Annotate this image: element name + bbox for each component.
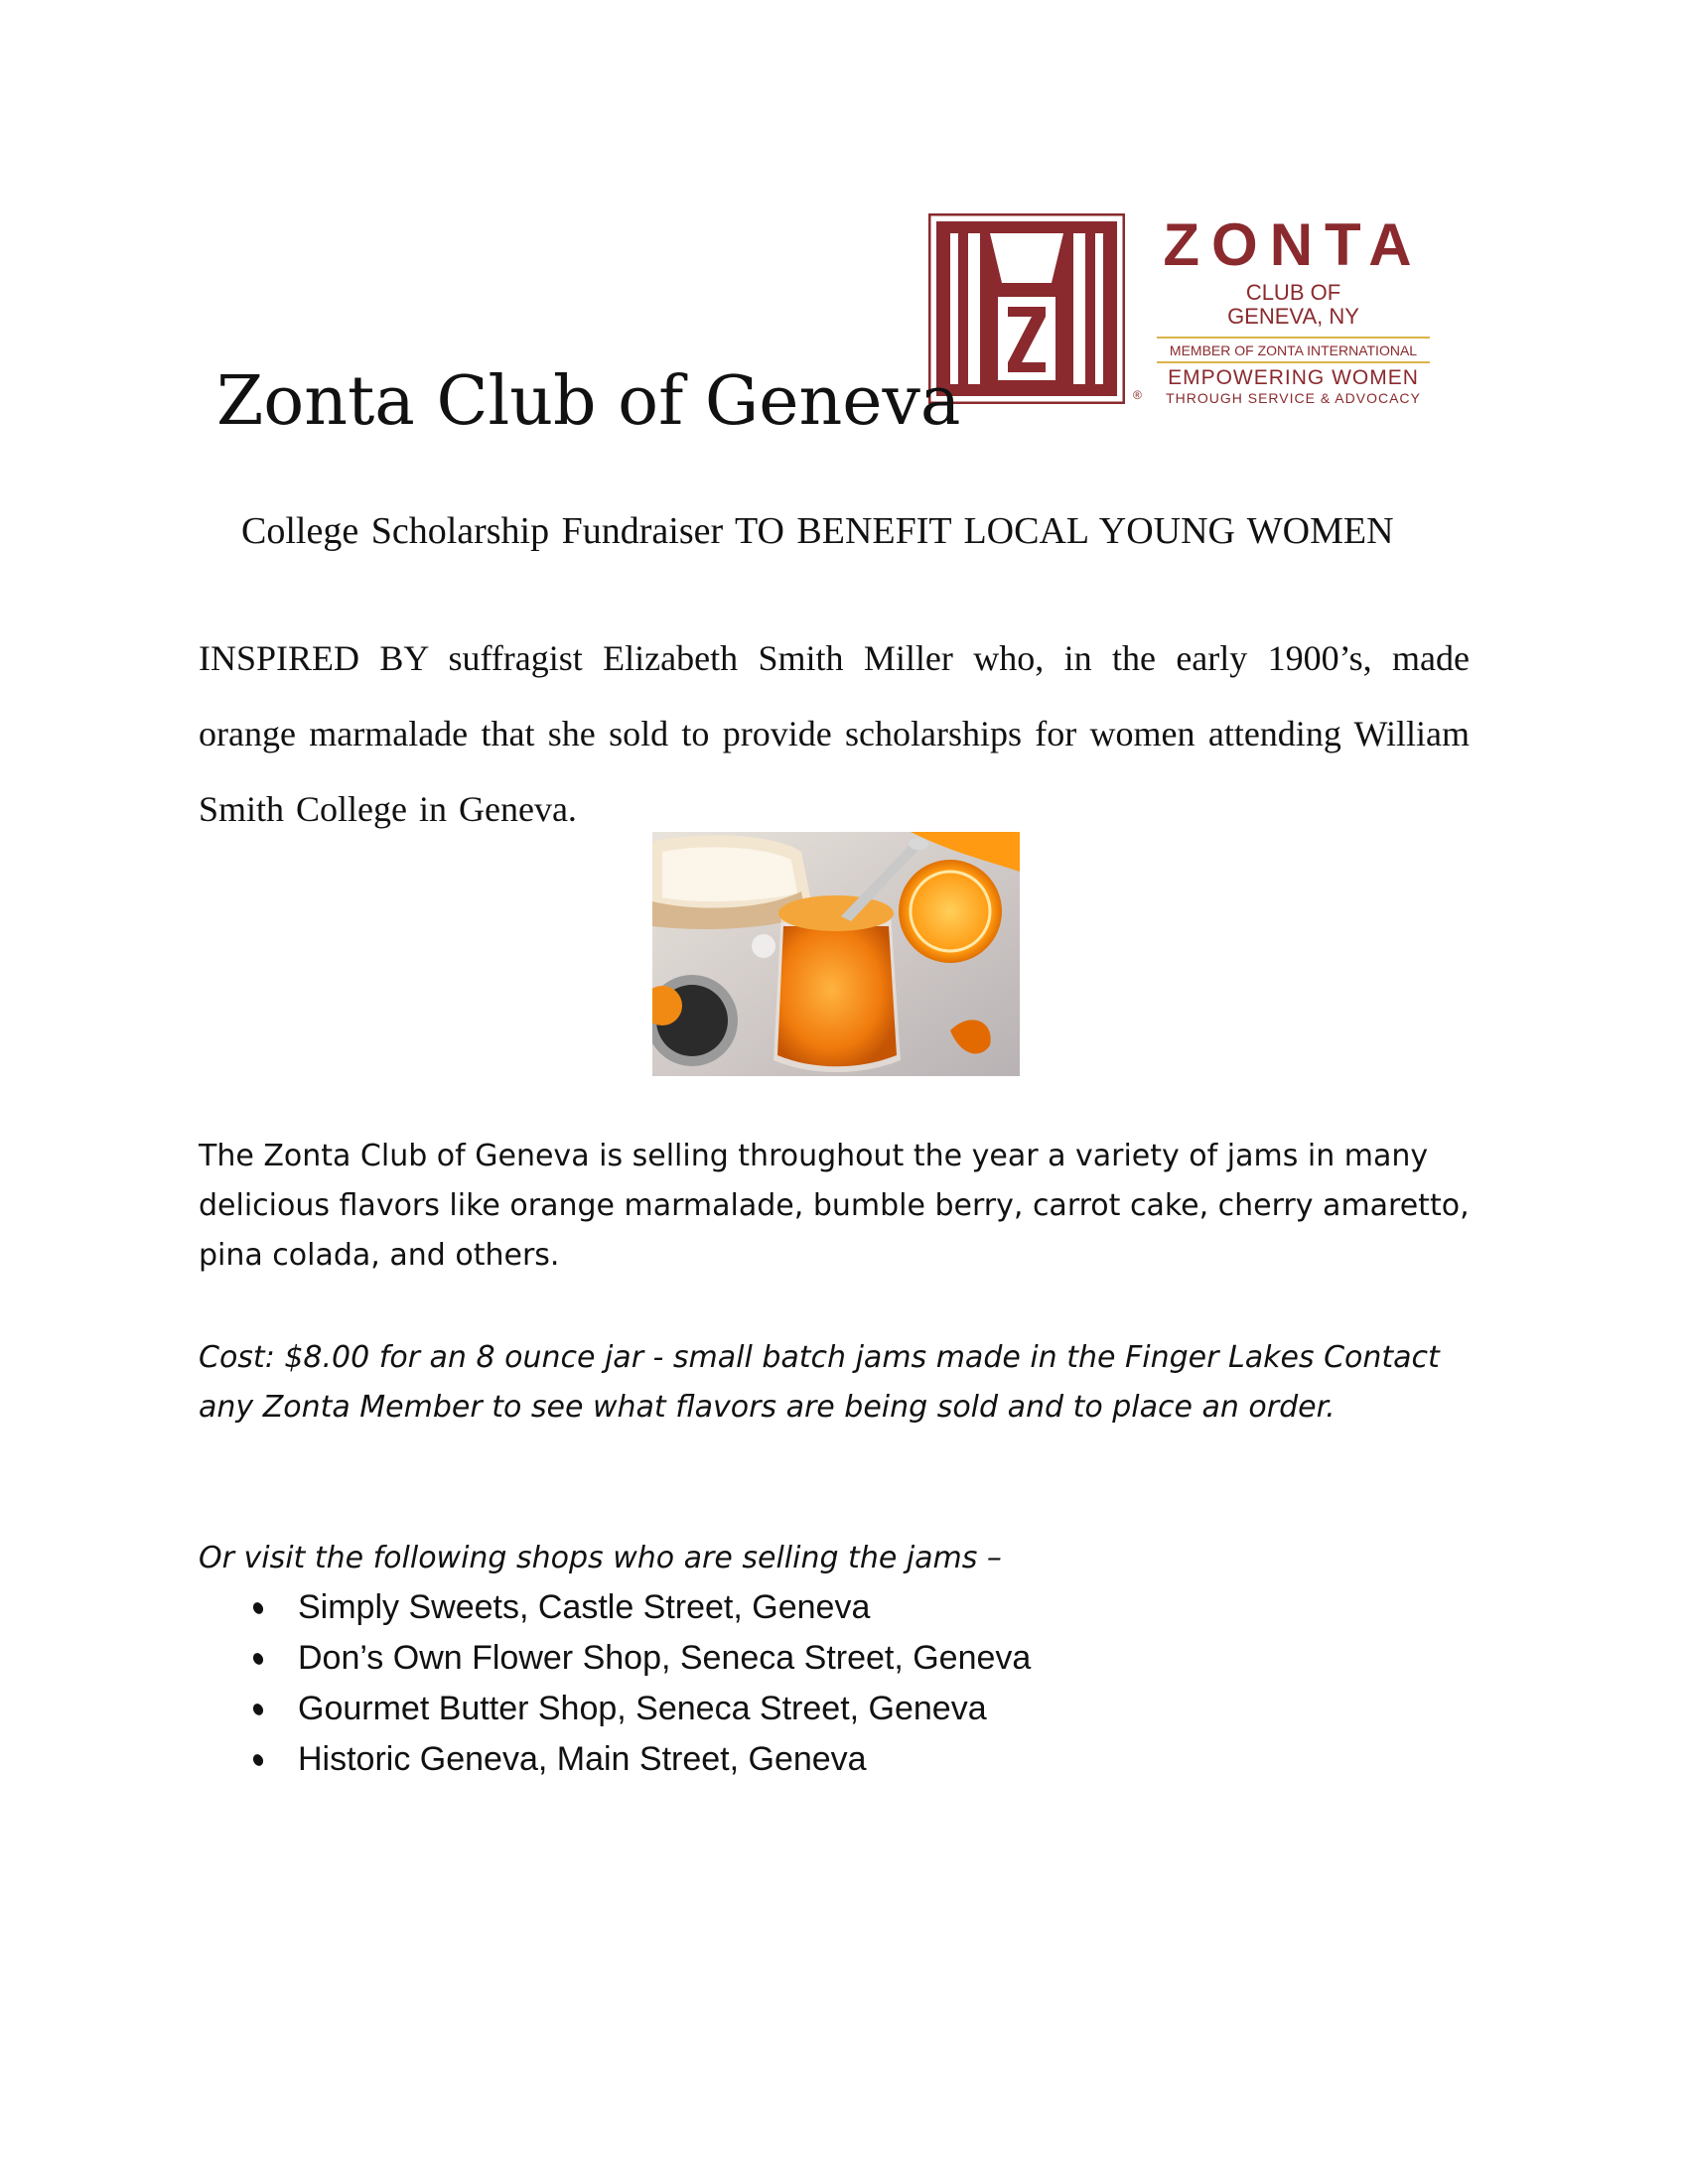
- logo-zonta: ZONTA: [1163, 211, 1424, 278]
- marmalade-photo: [652, 832, 1020, 1076]
- list-item: [248, 1734, 1031, 1785]
- logo-member-line: MEMBER OF ZONTA INTERNATIONAL: [1169, 342, 1418, 358]
- list-item: [248, 1684, 1031, 1734]
- shop-name: Simply Sweets, Castle Street, Geneva: [298, 1588, 871, 1626]
- page-title: Zonta Club of Geneva: [216, 362, 961, 441]
- logo-empowering: EMPOWERING WOMEN: [1168, 366, 1419, 389]
- bullet-icon: [251, 1753, 265, 1768]
- shops-list: [248, 1582, 1031, 1785]
- shop-name: Don’s Own Flower Shop, Seneca Street, Geneva: [298, 1639, 1032, 1677]
- bullet-icon: [251, 1652, 265, 1667]
- cost-paragraph: Cost: $8.00 for an 8 ounce jar - small batch jams made in the Finger Lakes Contact any Zonta Member to see what flavors are being sold and to place an order.: [199, 1340, 1440, 1425]
- list-item: [248, 1633, 1031, 1684]
- logo-divider: [1157, 337, 1430, 339]
- list-item: [248, 1582, 1031, 1633]
- jams-paragraph: The Zonta Club of Geneva is selling throughout the year a variety of jams in many delicious flavors like orange marmalade, bumble berry, carrot cake, cherry amaretto, pina colada, and others.: [199, 1139, 1470, 1273]
- bullet-icon: [251, 1703, 265, 1717]
- zonta-logo: [928, 213, 1430, 407]
- shop-name: Historic Geneva, Main Street, Geneva: [298, 1740, 867, 1778]
- logo-divider: [1157, 361, 1430, 363]
- shops-intro: Or visit the following shops who are selling the jams –: [199, 1541, 1002, 1575]
- registered-mark: ®: [1133, 388, 1142, 402]
- logo-wordmark: [1157, 213, 1430, 407]
- page-subtitle: College Scholarship Fundraiser TO BENEFIT LOCAL YOUNG WOMEN: [241, 510, 1394, 552]
- shop-name: Gourmet Butter Shop, Seneca Street, Geneva: [298, 1690, 987, 1727]
- logo-tagline: THROUGH SERVICE & ADVOCACY: [1166, 390, 1421, 406]
- intro-paragraph: INSPIRED BY suffragist Elizabeth Smith Miller who, in the early 1900’s, made orange marmalade that she sold to provide scholarships for women attending William Smith College in Geneva.: [199, 638, 1470, 829]
- bullet-icon: [251, 1601, 265, 1616]
- logo-club-of: CLUB OF: [1245, 280, 1341, 305]
- logo-geneva-ny: GENEVA, NY: [1227, 304, 1359, 329]
